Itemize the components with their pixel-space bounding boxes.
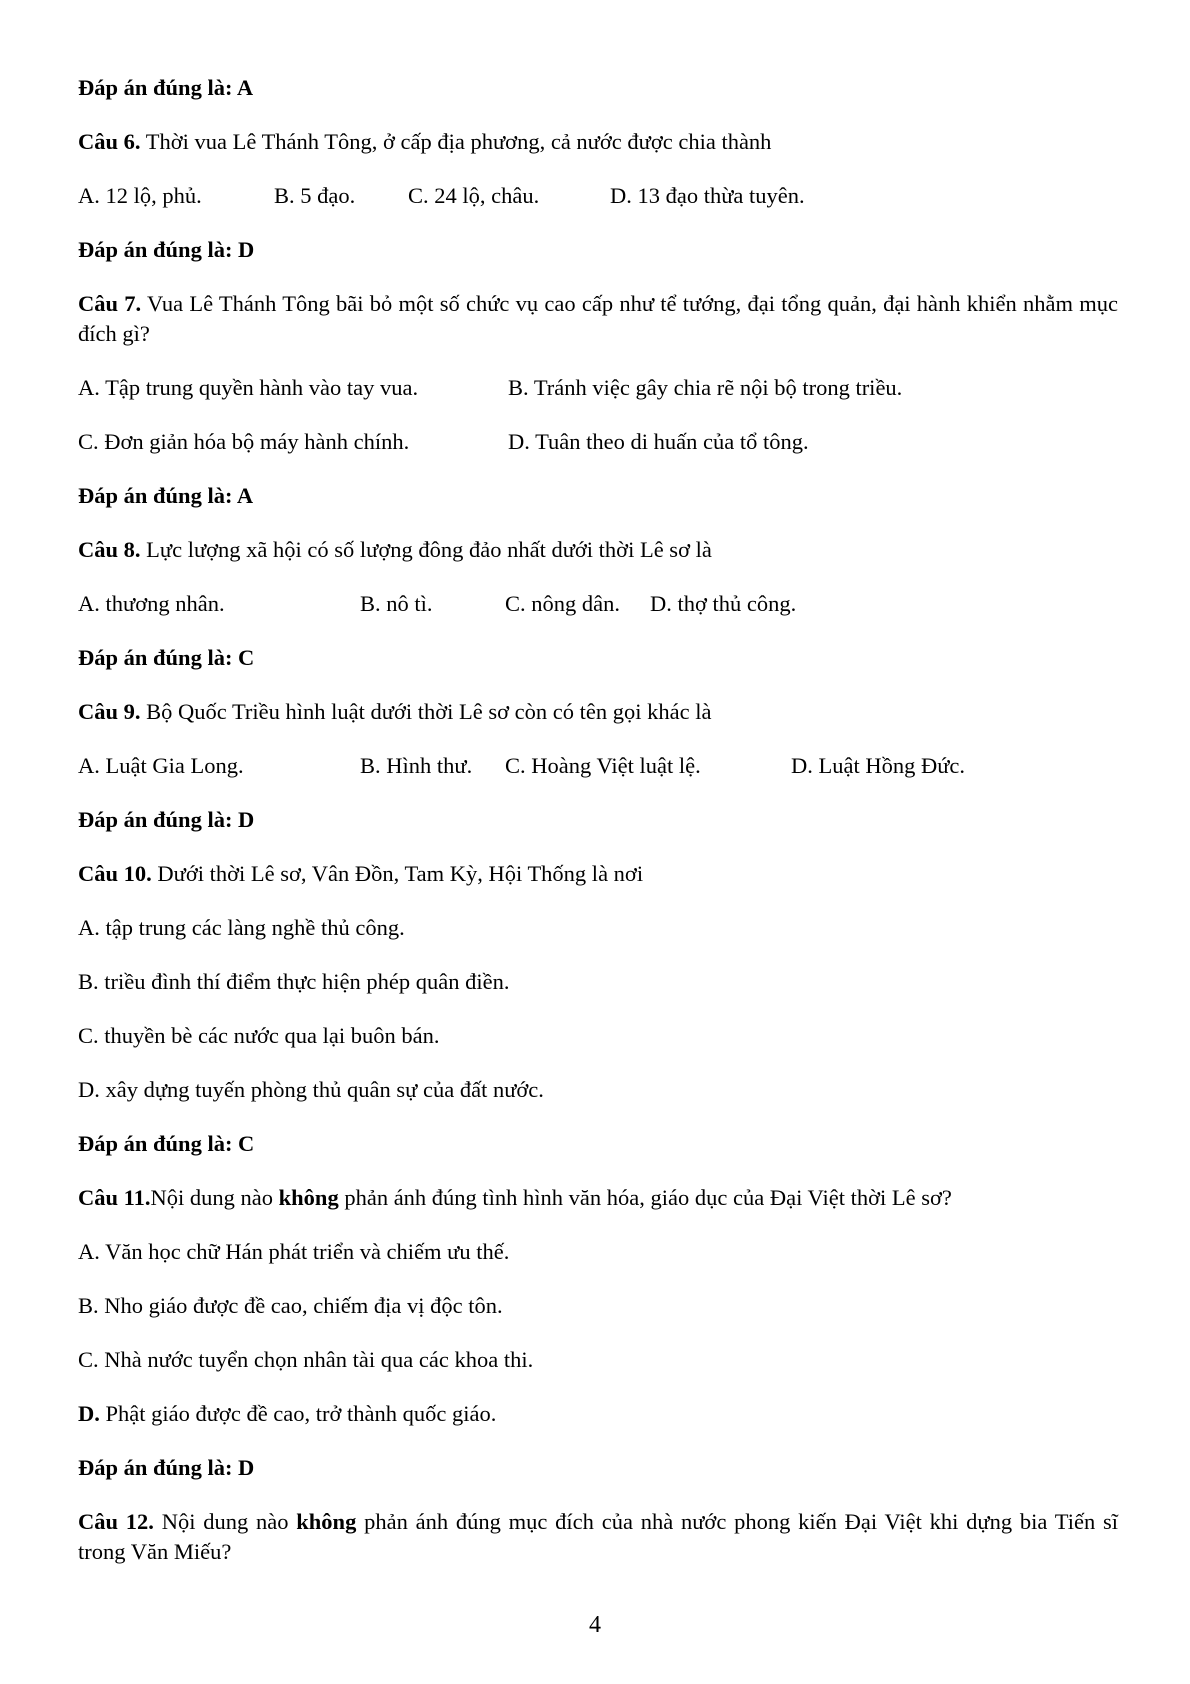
- option-b: B. Nho giáo được đề cao, chiếm địa vị độc tôn.: [78, 1293, 503, 1318]
- option-b: B. nô tì.: [360, 591, 433, 616]
- question-label: Câu 10.: [78, 861, 152, 886]
- option-c: C. Nhà nước tuyển chọn nhân tài qua các khoa thi.: [78, 1347, 534, 1372]
- options-q9: [78, 751, 1118, 781]
- question-text-pre: Nội dung nào: [150, 1185, 279, 1210]
- question-emphasis: không: [278, 1185, 339, 1210]
- option-c: C. nông dân.: [505, 591, 620, 616]
- question-6: [78, 127, 1118, 157]
- option-d: D. xây dựng tuyến phòng thủ quân sự của đất nước.: [78, 1077, 544, 1102]
- answer-q7: Đáp án đúng là: A: [78, 483, 254, 508]
- question-8: [78, 535, 1118, 565]
- question-label: Câu 9.: [78, 699, 141, 724]
- question-10: [78, 859, 1118, 889]
- question-label: Câu 7.: [78, 291, 142, 316]
- option-b: B. Tránh việc gây chia rẽ nội bộ trong triều.: [508, 375, 903, 400]
- options-q8: [78, 589, 1118, 619]
- document-page: [78, 73, 1118, 1567]
- question-text-post: phản ánh đúng tình hình văn hóa, giáo dục của Đại Việt thời Lê sơ?: [338, 1185, 952, 1210]
- question-text-pre: Nội dung nào: [153, 1509, 297, 1534]
- option-d: D. Luật Hồng Đức.: [791, 753, 966, 778]
- option-b: B. 5 đạo.: [274, 183, 356, 208]
- question-text: Thời vua Lê Thánh Tông, ở cấp địa phương, cả nước được chia thành: [140, 129, 772, 154]
- answer-q8: Đáp án đúng là: C: [78, 645, 255, 670]
- question-label: Câu 11.: [78, 1185, 151, 1210]
- option-c: C. Hoàng Việt luật lệ.: [505, 753, 701, 778]
- option-d: D. thợ thủ công.: [650, 591, 797, 616]
- question-text-post: phản ánh đúng mục đích của nhà nước phong kiến Đại Việt khi dựng bia Tiến sĩ trong Văn Miếu?: [78, 1509, 1118, 1564]
- page-number: 4: [589, 1612, 601, 1638]
- option-d: [78, 1399, 1118, 1429]
- option-d: D. Tuân theo di huấn của tổ tông.: [508, 429, 809, 454]
- answer-q6: Đáp án đúng là: D: [78, 237, 255, 262]
- option-a: A. thương nhân.: [78, 591, 225, 616]
- answer-q9: Đáp án đúng là: D: [78, 807, 255, 832]
- option-c: C. Đơn giản hóa bộ máy hành chính.: [78, 429, 410, 454]
- question-label: Câu 8.: [78, 537, 141, 562]
- options-q7-row2: [78, 427, 1118, 457]
- option-c: C. 24 lộ, châu.: [408, 183, 540, 208]
- question-label: Câu 6.: [78, 129, 141, 154]
- option-a: A. 12 lộ, phủ.: [78, 183, 202, 208]
- option-a: A. Luật Gia Long.: [78, 753, 244, 778]
- options-q6: [78, 181, 1118, 211]
- option-a: A. Tập trung quyền hành vào tay vua.: [78, 375, 419, 400]
- question-text: Bộ Quốc Triều hình luật dưới thời Lê sơ còn có tên gọi khác là: [140, 699, 712, 724]
- option-b: B. triều đình thí điểm thực hiện phép quân điền.: [78, 969, 510, 994]
- options-q7-row1: [78, 373, 1118, 403]
- question-text: Dưới thời Lê sơ, Vân Đồn, Tam Kỳ, Hội Thống là nơi: [151, 861, 644, 886]
- answer-q11: Đáp án đúng là: D: [78, 1455, 255, 1480]
- question-11: [78, 1183, 1118, 1213]
- option-a: A. Văn học chữ Hán phát triển và chiếm ưu thế.: [78, 1239, 510, 1264]
- question-7: [78, 289, 1118, 349]
- option-d: D. 13 đạo thừa tuyên.: [610, 183, 805, 208]
- option-letter: D.: [78, 1401, 100, 1426]
- question-12: [78, 1507, 1118, 1567]
- answer-q10: Đáp án đúng là: C: [78, 1131, 255, 1156]
- option-b: B. Hình thư.: [360, 753, 473, 778]
- question-text: Lực lượng xã hội có số lượng đông đảo nhất dưới thời Lê sơ là: [140, 537, 712, 562]
- question-label: Câu 12.: [78, 1509, 154, 1534]
- question-text: Vua Lê Thánh Tông bãi bỏ một số chức vụ cao cấp như tể tướng, đại tổng quản, đại hành khiển nhằm mục đích gì?: [78, 291, 1119, 346]
- question-emphasis: không: [296, 1509, 357, 1534]
- answer-q5: Đáp án đúng là: A: [78, 75, 254, 100]
- question-9: [78, 697, 1118, 727]
- option-text: Phật giáo được đề cao, trở thành quốc giáo.: [99, 1401, 497, 1426]
- option-c: C. thuyền bè các nước qua lại buôn bán.: [78, 1023, 440, 1048]
- option-a: A. tập trung các làng nghề thủ công.: [78, 915, 405, 940]
